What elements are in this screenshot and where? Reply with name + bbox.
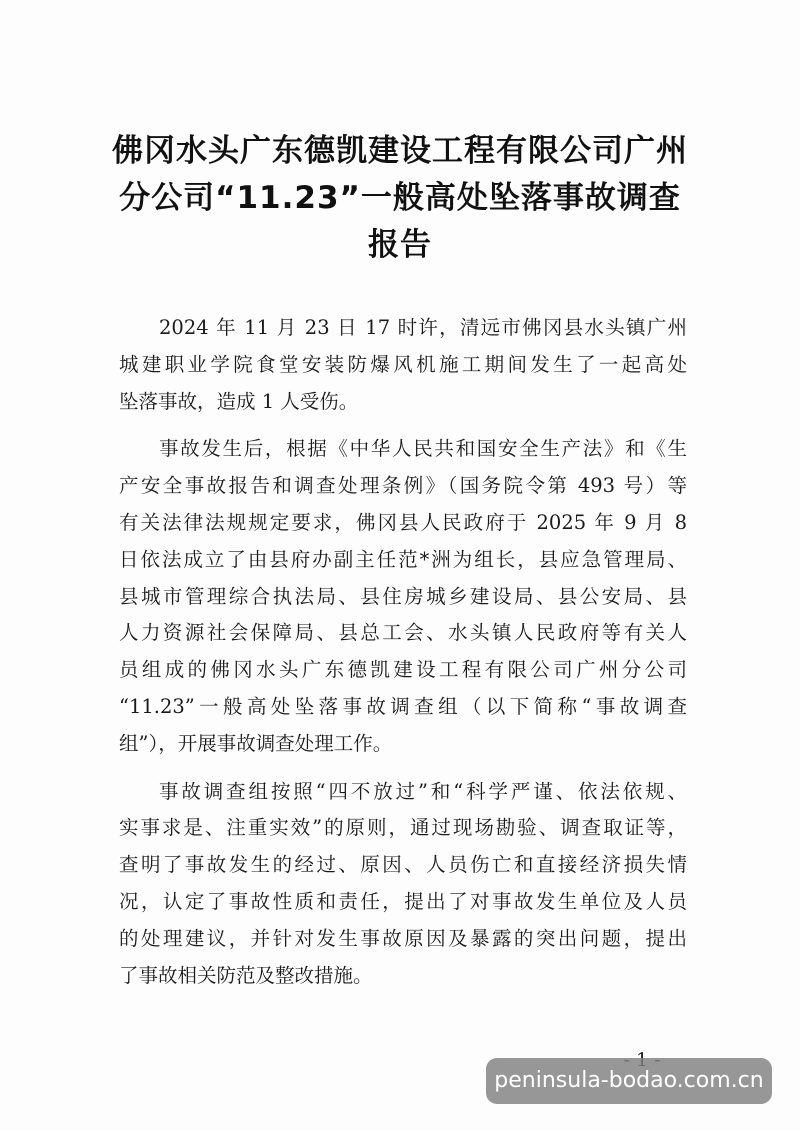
text-line: 组”），开展事故调查处理工作。 xyxy=(119,731,393,755)
title-line: 分公司“11.23”一般高处坠落事故调查 xyxy=(119,180,681,216)
text-line: 县城市管理综合执法局、县住房城乡建设局、县公安局、县 xyxy=(119,584,687,608)
report-body xyxy=(119,310,687,1005)
text-line: 查明了事故发生的经过、原因、人员伤亡和直接经济损失情 xyxy=(119,853,687,877)
title-line: 报告 xyxy=(368,227,432,263)
text-line: 实事求是、注重实效”的原则，通过现场勘验、调查取证等， xyxy=(119,816,687,840)
title-line: 佛冈水头广东德凯建设工程有限公司广州 xyxy=(112,133,688,169)
text-line: 况，认定了事故性质和责任，提出了对事故发生单位及人员 xyxy=(119,889,687,913)
text-line: 城建职业学院食堂安装防爆风机施工期间发生了一起高处 xyxy=(119,352,687,376)
text-line: 日依法成立了由县府办副主任范*洲为组长，县应急管理局、 xyxy=(119,547,687,571)
paragraph-investigation-principles xyxy=(119,774,687,995)
text-line: 产安全事故报告和调查处理条例》（国务院令第 493 号）等 xyxy=(119,474,687,498)
text-line: 有关法律法规规定要求，佛冈县人民政府于 2025 年 9 月 8 xyxy=(119,510,687,534)
paragraph-accident-summary xyxy=(119,310,687,420)
text-line: 事故发生后，根据《中华人民共和国安全生产法》和《生 xyxy=(159,437,687,461)
text-line: 了事故相关防范及整改措施。 xyxy=(119,963,373,987)
paragraph-investigation-team xyxy=(119,431,687,762)
watermark-badge: peninsula-bodao.com.cn xyxy=(486,1058,772,1104)
text-line: 坠落事故，造成 1 人受伤。 xyxy=(119,389,359,413)
text-line: 的处理建议，并针对发生事故原因及暴露的突出问题，提出 xyxy=(119,926,687,950)
text-line: 事故调查组按照“四不放过”和“科学严谨、依法依规、 xyxy=(159,779,687,803)
report-title xyxy=(90,128,710,269)
text-line: “11.23”一般高处坠落事故调查组（以下简称“事故调查 xyxy=(119,694,687,718)
text-line: 员组成的佛冈水头广东德凯建设工程有限公司广州分公司 xyxy=(119,658,687,682)
text-line: 2024 年 11 月 23 日 17 时许，清远市佛冈县水头镇广州 xyxy=(159,316,687,339)
text-line: 人力资源社会保障局、县总工会、水头镇人民政府等有关人 xyxy=(119,621,687,645)
